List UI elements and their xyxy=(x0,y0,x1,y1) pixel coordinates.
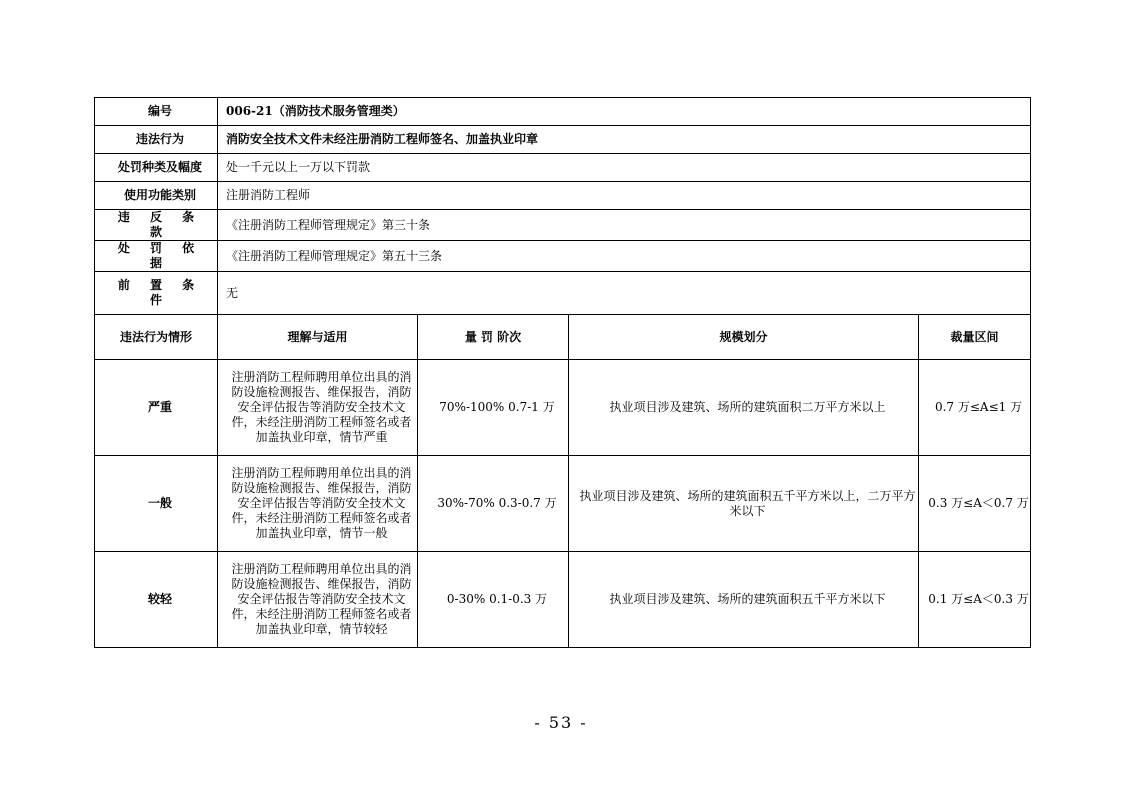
penalty-table xyxy=(94,97,1031,648)
value-penalty-basis: 《注册消防工程师管理规定》第五十三条 xyxy=(218,241,1031,272)
case-understanding: 注册消防工程师聘用单位出具的消防设施检测报告、维保报告，消防安全评估报告等消防安全技术文件，未经注册消防工程师签名或者加盖执业印章，情节一般 xyxy=(218,456,418,552)
label-function-category: 使用功能类别 xyxy=(95,182,218,210)
row-function-category xyxy=(95,182,1031,210)
row-precondition xyxy=(95,272,1031,315)
case-range: 0.1 万≤A＜0.3 万 xyxy=(919,552,1031,648)
value-number: 006-21（消防技术服务管理类） xyxy=(218,98,1031,126)
label-violated-clause: 违 反 条 款 xyxy=(95,210,218,241)
row-penalty-type xyxy=(95,154,1031,182)
label-penalty-basis: 处 罚 依 据 xyxy=(95,241,218,272)
case-level: 严重 xyxy=(95,360,218,456)
case-row-minor xyxy=(95,552,1031,648)
label-number: 编号 xyxy=(95,98,218,126)
case-row-general xyxy=(95,456,1031,552)
row-violation xyxy=(95,126,1031,154)
value-function-category: 注册消防工程师 xyxy=(218,182,1031,210)
header-understanding: 理解与适用 xyxy=(218,315,418,360)
case-penalty: 70%-100% 0.7-1 万 xyxy=(418,360,569,456)
case-row-severe xyxy=(95,360,1031,456)
case-penalty: 0-30% 0.1-0.3 万 xyxy=(418,552,569,648)
page-number: - 53 - xyxy=(534,713,588,732)
value-penalty-type: 处一千元以上一万以下罚款 xyxy=(218,154,1031,182)
header-penalty-level: 量 罚 阶次 xyxy=(418,315,569,360)
header-scale: 规模划分 xyxy=(569,315,919,360)
case-level: 较轻 xyxy=(95,552,218,648)
case-penalty: 30%-70% 0.3-0.7 万 xyxy=(418,456,569,552)
case-level: 一般 xyxy=(95,456,218,552)
header-range: 裁量区间 xyxy=(919,315,1031,360)
header-row xyxy=(95,315,1031,360)
case-scale: 执业项目涉及建筑、场所的建筑面积二万平方米以上 xyxy=(569,360,919,456)
label-violation: 违法行为 xyxy=(95,126,218,154)
label-precondition: 前 置 条 件 xyxy=(95,272,218,315)
row-number xyxy=(95,98,1031,126)
value-precondition: 无 xyxy=(218,272,1031,315)
case-scale: 执业项目涉及建筑、场所的建筑面积五千平方米以下 xyxy=(569,552,919,648)
label-penalty-type: 处罚种类及幅度 xyxy=(95,154,218,182)
header-situation: 违法行为情形 xyxy=(95,315,218,360)
value-violated-clause: 《注册消防工程师管理规定》第三十条 xyxy=(218,210,1031,241)
case-understanding: 注册消防工程师聘用单位出具的消防设施检测报告、维保报告，消防安全评估报告等消防安全技术文件，未经注册消防工程师签名或者加盖执业印章，情节较轻 xyxy=(218,552,418,648)
case-range: 0.7 万≤A≤1 万 xyxy=(919,360,1031,456)
row-penalty-basis xyxy=(95,241,1031,272)
value-violation: 消防安全技术文件未经注册消防工程师签名、加盖执业印章 xyxy=(218,126,1031,154)
case-scale: 执业项目涉及建筑、场所的建筑面积五千平方米以上，二万平方米以下 xyxy=(569,456,919,552)
case-range: 0.3 万≤A＜0.7 万 xyxy=(919,456,1031,552)
case-understanding: 注册消防工程师聘用单位出具的消防设施检测报告、维保报告，消防安全评估报告等消防安全技术文件，未经注册消防工程师签名或者加盖执业印章，情节严重 xyxy=(218,360,418,456)
row-violated-clause xyxy=(95,210,1031,241)
